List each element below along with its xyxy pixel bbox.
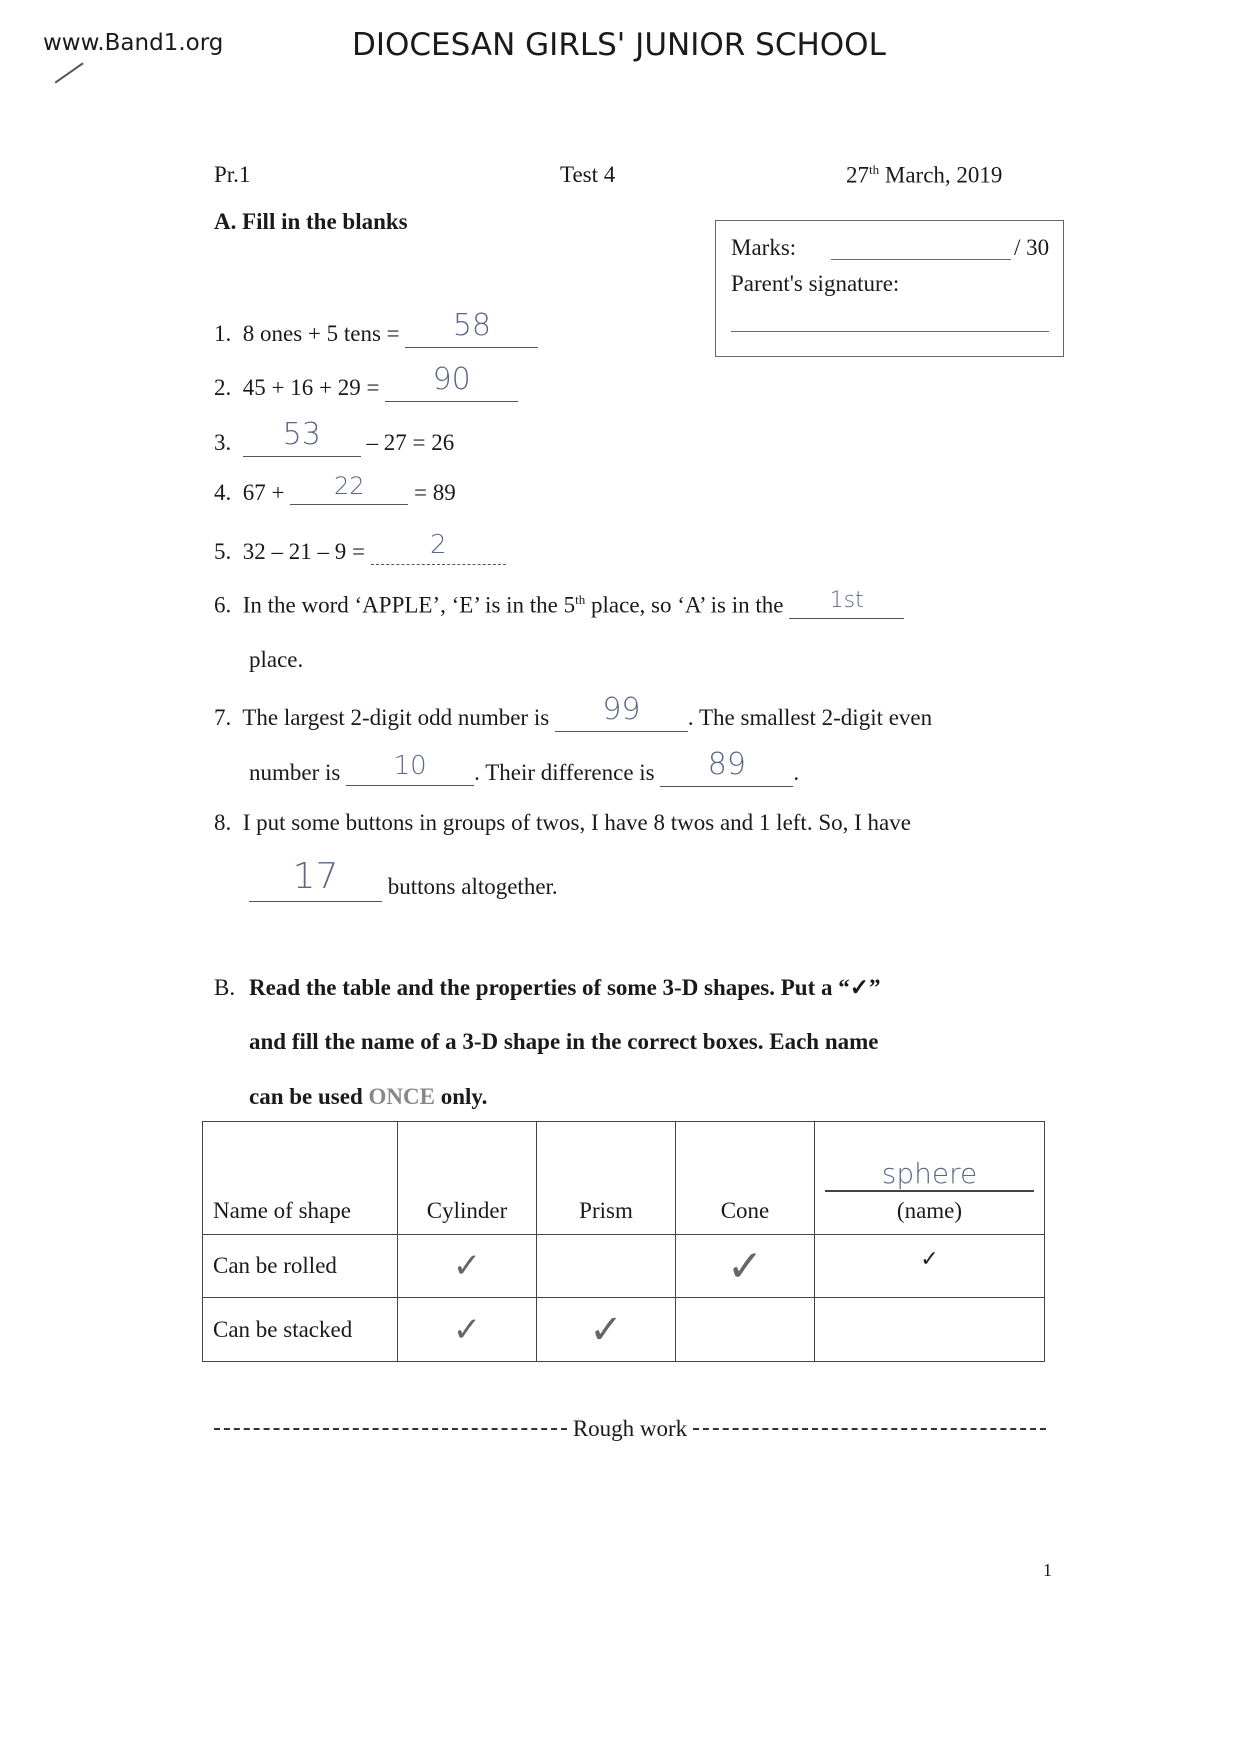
name-label: (name) [896, 1198, 963, 1223]
q-text: . Their difference is [474, 760, 655, 785]
question-5 [214, 530, 506, 565]
table-row [203, 1235, 1045, 1298]
q-text: In the word ‘APPLE’, ‘E’ is in the 5 [242, 592, 576, 618]
marks-box [715, 220, 1064, 357]
q-text: 67 + [242, 480, 285, 505]
date-suffix: th [869, 162, 880, 177]
text: only. [440, 1084, 488, 1109]
table-header-row [203, 1122, 1045, 1235]
check-cell [676, 1298, 815, 1362]
answer-blank [385, 362, 518, 402]
q-text: 32 – 21 – 9 = [242, 539, 365, 564]
q-text: The largest 2-digit odd number is [242, 705, 550, 730]
emphasis-once: ONCE [368, 1084, 435, 1109]
handwritten-answer: 17 [292, 856, 339, 897]
check-cell: ✓ [815, 1235, 1045, 1298]
page-number: 1 [1043, 1560, 1052, 1580]
header-cell: Cylinder [398, 1122, 537, 1235]
question-8-cont [249, 856, 558, 902]
website-watermark: www.Band1.org [43, 30, 224, 56]
header-cell: Cone [676, 1122, 815, 1235]
answer-blank [405, 308, 538, 348]
q-text: . [793, 760, 800, 785]
handwritten-answer: 22 [333, 472, 365, 500]
q-text: number is [249, 760, 341, 785]
pen-mark [55, 62, 84, 83]
q-text: = 89 [413, 480, 456, 505]
answer-blank [243, 417, 361, 457]
q-text: place, so ‘A’ is in the [591, 592, 784, 618]
check-cell: ✓ [676, 1235, 815, 1298]
q-text: I put some buttons in groups of twos, I have 8 twos and 1 left. So, I have [242, 810, 911, 835]
school-title: DIOCESAN GIRLS' JUNIOR SCHOOL [352, 27, 886, 63]
row-label: Can be rolled [203, 1235, 398, 1298]
question-3 [214, 417, 455, 457]
row-label: Can be stacked [203, 1298, 398, 1362]
q-text: buttons altogether. [387, 874, 558, 899]
q-num: 3. [214, 430, 232, 455]
section-b-letter: B. [214, 975, 236, 1000]
question-6-cont: place. [249, 647, 304, 672]
handwritten-answer: 2 [429, 530, 447, 560]
handwritten-answer: 89 [707, 747, 746, 782]
date-day: 27 [846, 162, 869, 188]
check-cell: ✓ [398, 1235, 537, 1298]
check-cell: ✓ [537, 1298, 676, 1362]
check-cell: ✓ [398, 1298, 537, 1362]
answer-blank [660, 747, 793, 787]
q-num: 4. [214, 480, 232, 505]
q-num: 7. [214, 705, 232, 730]
header-cell: Name of shape [203, 1122, 398, 1235]
question-6 [214, 587, 904, 619]
answer-blank [346, 751, 474, 786]
marks-blank [831, 259, 1011, 260]
handwritten-answer: 58 [452, 308, 491, 343]
answer-blank [555, 692, 688, 732]
q-num: 8. [214, 810, 232, 835]
question-4 [214, 472, 456, 506]
check-cell [815, 1298, 1045, 1362]
q-text: 45 + 16 + 29 = [242, 375, 380, 400]
answer-blank [371, 530, 506, 565]
rough-work-label: Rough work [572, 1416, 688, 1441]
date [846, 162, 1002, 189]
section-a-title: A. Fill in the blanks [214, 209, 408, 234]
date-rest: March, 2019 [884, 162, 1003, 188]
header-cell-name [815, 1122, 1045, 1235]
marks-label: Marks: [731, 235, 797, 260]
q-num: 6. [214, 592, 232, 618]
question-8 [214, 810, 911, 836]
text: can be used [249, 1084, 363, 1109]
question-7 [214, 692, 933, 732]
shapes-table [202, 1121, 1045, 1362]
handwritten-answer: 10 [393, 751, 427, 781]
q-sup: th [575, 592, 586, 607]
answer-blank [290, 472, 408, 505]
handwritten-answer: 53 [282, 417, 321, 452]
q-num: 2. [214, 375, 232, 400]
name-blank [825, 1157, 1034, 1192]
test-label: Test 4 [560, 162, 616, 187]
handwritten-answer: sphere [881, 1157, 978, 1190]
q-num: 5. [214, 539, 232, 564]
dashed-line [214, 1428, 567, 1430]
rough-work-divider [214, 1416, 1046, 1442]
q-text: – 27 = 26 [366, 430, 455, 455]
class-label: Pr.1 [214, 162, 251, 187]
dashed-line [693, 1428, 1046, 1430]
handwritten-answer: 90 [432, 362, 471, 397]
section-b-line3 [249, 1084, 487, 1110]
handwritten-answer: 1st [829, 587, 864, 613]
question-1 [214, 308, 538, 348]
question-7-cont [249, 747, 800, 787]
table-row [203, 1298, 1045, 1362]
header-cell: Prism [537, 1122, 676, 1235]
signature-label: Parent's signature: [731, 271, 900, 296]
signature-line [731, 331, 1049, 332]
q-text: 8 ones + 5 tens = [242, 321, 400, 346]
section-b-line2: and fill the name of a 3-D shape in the correct boxes. Each name [249, 1029, 879, 1054]
q-text: . The smallest 2-digit even [687, 705, 933, 730]
question-2 [214, 362, 518, 402]
marks-total: / 30 [1014, 235, 1050, 260]
answer-blank [249, 856, 382, 902]
check-cell [537, 1235, 676, 1298]
handwritten-answer: 99 [602, 692, 641, 727]
q-num: 1. [214, 321, 232, 346]
section-b-line1: Read the table and the properties of some 3-D shapes. Put a “✓” [249, 975, 881, 1000]
answer-blank [789, 587, 904, 619]
